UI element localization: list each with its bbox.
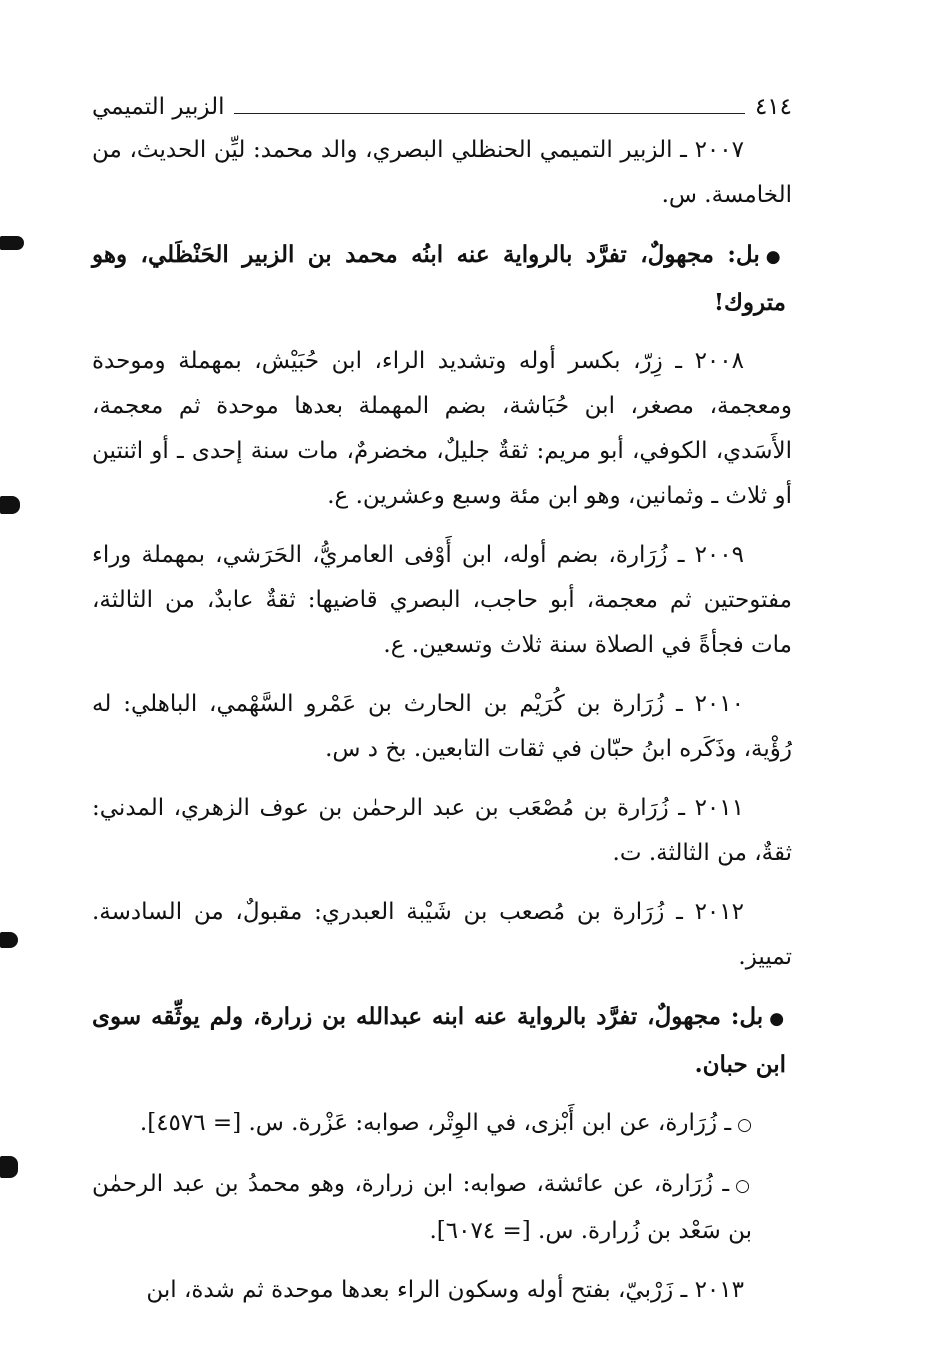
circle-marker: ○ [737,1115,752,1135]
bullet-marker: ● [765,247,786,267]
entry-2008 [92,339,792,519]
entry-2009 [92,533,792,668]
comment-note [92,994,792,1087]
text-span: ٢٠٠٧ ـ الزبير التميمي الحنظلي البصري، والد محمد: ليِّن الحديث، من الخامسة. س. [92,137,792,208]
running-header [92,84,792,120]
text-span: ـ زُرَارة، عن ابن أَبْزى، في الوِتْر، صوابه: عَزْرة. س. [= ٤٥٧٦]. [139,1110,732,1136]
entry-2010 [92,682,792,772]
header-rule [234,113,744,114]
scan-edge-mark [0,932,18,948]
text-span: ٢٠٠٩ ـ زُرَارة، بضم أوله، ابن أَوْفى العامريُّ، الحَرَشي، بمهملة وراء مفتوحتين ثم معجمة، أبو حاجب، البصري قاضيها: ثقةٌ عابدٌ، من الثالثة، مات فجأةً في الصلاة سنة ثلاث وتسعين. ع. [92,542,792,658]
entry-2011 [92,786,792,876]
scan-edge-mark [0,496,20,514]
scan-edge-mark [0,236,24,250]
text-span: ٢٠١٣ ـ زَرْبيّ، بفتح أوله وسكون الراء بعدها موحدة ثم شدة، ابن [146,1277,744,1303]
text-span: ـ زُرَارة، عن عائشة، صوابه: ابن زرارة، وهو محمدُ بن عبد الرحمٰن بن سَعْد بن زُرارة. س. [= ٦٠٧٤]. [92,1171,752,1244]
correction-note [92,1101,792,1148]
entry-2013 [92,1268,792,1313]
entry-2007 [92,128,792,218]
comment-note [92,232,792,325]
page-body [92,128,792,1327]
text-span: ٢٠١٠ ـ زُرَارة بن كُرَيْم بن الحارث بن عَمْرو السَّهْمي، الباهلي: له رُؤْية، وذَكَره ابنُ حبّان في ثقات التابعين. بخ د س. [92,691,792,762]
text-span: بل: مجهولٌ، تفرَّد بالرواية عنه ابنُه محمد بن الزبير الحَنْظَلي، وهو متروك! [92,241,786,316]
text-span: ٢٠١٢ ـ زُرَارة بن مُصعب بن شَيْبة العبدري: مقبولٌ، من السادسة. تمييز. [92,899,792,970]
bullet-marker: ● [769,1009,786,1029]
text-span: ٢٠٠٨ ـ زِرّ، بكسر أوله وتشديد الراء، ابن حُبَيْش، بمهملة وموحدة ومعجمة، مصغر، ابن حُبَاشة، بضم المهملة بعدها موحدة ثم معجمة، الأَسَدي، الكوفي، أبو مريم: ثقةٌ جليلٌ، مخضرمٌ، مات سنة إحدى ـ أو اثنتين أو ثلاث ـ وثمانين، وهو ابن مئة وسبع وعشرين. ع. [92,348,792,509]
text-span: ٢٠١١ ـ زُرَارة بن مُصْعَب بن عبد الرحمٰن بن عوف الزهري، المدني: ثقةٌ، من الثالثة. ت. [92,795,792,866]
correction-note [92,1162,792,1254]
scan-edge-mark [0,1156,18,1178]
page-number: ٤١٤ [754,94,792,120]
entry-2012 [92,890,792,980]
circle-marker: ○ [735,1176,752,1196]
text-span: بل: مجهولٌ، تفرَّد بالرواية عنه ابنه عبدالله بن زرارة، ولم يوثِّقه سوى ابن حبان. [92,1003,786,1078]
running-title: الزبير التميمي [92,94,225,120]
